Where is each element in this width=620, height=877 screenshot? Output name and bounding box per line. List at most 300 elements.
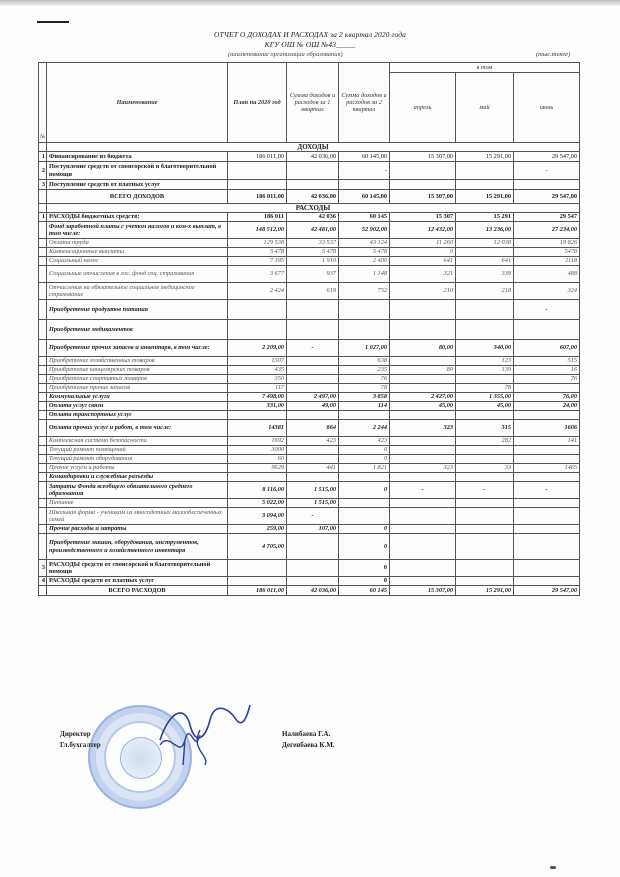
cell-q1 [287,384,339,393]
cell-may: 12 038 [456,239,514,248]
cell-may [456,473,514,482]
cell-june [514,508,580,525]
cell-april [390,320,456,340]
cell-april: 323 [390,464,456,473]
row-name: Поступление средств от платных услуг [47,180,228,190]
col-header-name: Наименование [47,63,228,143]
table-row [39,402,580,411]
cell-q1 [287,300,339,320]
row-number [39,283,47,300]
cell-plan: 3000 [228,446,287,455]
cell-q2 [339,320,390,340]
cell-may: 15 291,00 [456,586,514,596]
cell-q2: 638 [339,357,390,366]
table-row [39,473,580,482]
cell-april [390,375,456,384]
cell-q2: 2 400 [339,257,390,266]
cell-q2: - [339,162,390,180]
table-row [39,366,580,375]
row-number [39,455,47,464]
cell-q2: 1 027,00 [339,340,390,357]
cell-june: 24,00 [514,402,580,411]
report-title: ОТЧЕТ О ДОХОДАХ И РАСХОДАХ за 2 квартал 2020 года [213,30,407,39]
row-number [39,357,47,366]
row-name: Оплата труда [47,239,228,248]
cell-q1: 1 515,00 [287,499,339,508]
cell-june [514,560,580,577]
cell-plan [228,411,287,420]
cell-plan: 2 424 [228,283,287,300]
cell-june: 141 [514,437,580,446]
row-number [39,464,47,473]
cell-plan [228,473,287,482]
table-row [39,560,580,577]
cell-april: 2 427,00 [390,393,456,402]
cell-june: 607,00 [514,340,580,357]
row-number: 3 [39,180,47,190]
table-row [39,420,580,437]
col-header-q2: Сумма доходов и расходов за 2 квартал [339,63,390,143]
cell-plan: 3 094,00 [228,508,287,525]
cell-q2: 43 124 [339,239,390,248]
row-name: Социальный налог [47,257,228,266]
table-row [39,266,580,283]
cell-q1: 33 537 [287,239,339,248]
cell-may [456,499,514,508]
row-number [39,393,47,402]
row-number: 2 [39,162,47,180]
table-row [39,300,580,320]
cell-plan: 8 116,00 [228,482,287,499]
cell-plan: 259,00 [228,525,287,534]
director-name: Налибаева Г.А. [282,730,331,738]
cell-june [514,411,580,420]
cell-q1 [287,357,339,366]
cell-q2: 1 821 [339,464,390,473]
cell-plan: 350 [228,375,287,384]
cell-q2: 78 [339,384,390,393]
cell-q2: 0 [339,482,390,499]
col-header-may: май [456,73,514,143]
row-name: Комплексная система безопасности [47,437,228,446]
table-row [39,213,580,222]
row-name: ВСЕГО ДОХОДОВ [47,190,228,204]
row-number [39,411,47,420]
cell-q1 [287,534,339,560]
cell-plan: 5 478 [228,248,287,257]
cell-plan: 7 498,00 [228,393,287,402]
table-body [39,143,580,596]
cell-june: 5478 [514,248,580,257]
cell-plan [228,180,287,190]
row-name: Текущий ремонт оборудования [47,455,228,464]
row-number [39,366,47,375]
cell-q2: 0 [339,560,390,577]
director-label: Директор [60,730,91,738]
cell-may [456,508,514,525]
cell-june: 324 [514,283,580,300]
row-number [39,320,47,340]
cell-q2: 0 [339,446,390,455]
row-number [39,402,47,411]
row-number [39,300,47,320]
cell-april: 15 307,00 [390,152,456,162]
cell-april: 15 307 [390,213,456,222]
cell-q1: 2 497,00 [287,393,339,402]
cell-q2: 5 478 [339,248,390,257]
cell-q2: 52 902,00 [339,222,390,239]
cell-may [456,525,514,534]
cell-q1: 937 [287,266,339,283]
cell-april: 11 260 [390,239,456,248]
cell-may: 78 [456,384,514,393]
cell-april [390,446,456,455]
cell-april: - [390,482,456,499]
row-name: РАСХОДЫ средств от платных услуг [47,577,228,586]
table-row [39,340,580,357]
cell-plan: 186 011,00 [228,190,287,204]
cell-june: 1118 [514,257,580,266]
cell-q1 [287,455,339,464]
cell-april: 15 307,00 [390,190,456,204]
row-name: Приобретение прочих запасов [47,384,228,393]
table-row [39,222,580,239]
row-number [39,222,47,239]
cell-may [456,248,514,257]
cell-may: 123 [456,357,514,366]
cell-q1 [287,473,339,482]
cell-q2: 3 858 [339,393,390,402]
table-row [39,239,580,248]
cell-april [390,384,456,393]
table-row [39,455,580,464]
row-number [39,248,47,257]
cell-q1: 107,00 [287,525,339,534]
table-row [39,525,580,534]
cell-june [514,455,580,464]
row-name: Командировки и служебные разъезды [47,473,228,482]
cell-q2: 2 244 [339,420,390,437]
cell-june: - [514,300,580,320]
cell-q1: 1 515,00 [287,482,339,499]
row-name: Фонд заработной платы с учетом налогов и ком-х выплат, в том числе: [47,222,228,239]
table-row [39,577,580,586]
cell-june: 488 [514,266,580,283]
cell-q1 [287,577,339,586]
row-name: Отчисления на обязательное социальное медицинское страхование [47,283,228,300]
cell-q1 [287,375,339,384]
cell-april: 12 432,00 [390,222,456,239]
cell-april: 323 [390,420,456,437]
table-row [39,534,580,560]
row-number: 4 [39,577,47,586]
cell-q1 [287,162,339,180]
cell-june: - [514,162,580,180]
row-number: 1 [39,152,47,162]
cell-may: 282 [456,437,514,446]
cell-plan: 117 [228,384,287,393]
cell-q2: 60 145 [339,586,390,596]
cell-q2: 60 145 [339,213,390,222]
row-name: Оплата прочих услуг и работ, в том числе: [47,420,228,437]
row-name: Социальные отчисления в гос. фонд соц. страхования [47,266,228,283]
row-number [39,499,47,508]
cell-q2: 423 [339,437,390,446]
col-header-june: июнь [514,73,580,143]
cell-june: 76,00 [514,393,580,402]
table-row [39,499,580,508]
cell-june [514,473,580,482]
table-row [39,508,580,525]
cell-q1: 441 [287,464,339,473]
row-number [39,437,47,446]
cell-april [390,411,456,420]
organization-caption: (наименование организации образования) [228,51,343,58]
cell-april [390,525,456,534]
cell-plan: 331,00 [228,402,287,411]
cell-june: 29 547,00 [514,586,580,596]
cell-june [514,320,580,340]
cell-may [456,577,514,586]
organization-name: КГУ ОШ № ОШ №43_____ [264,40,356,49]
col-header-q1: Сумма доходов и расходов за 1 квартал [287,63,339,143]
table-row [39,162,580,180]
cell-june: 1465 [514,464,580,473]
cell-q2 [339,300,390,320]
section-expenses: РАСХОДЫ [47,204,580,213]
table-row [39,357,580,366]
row-name: Школьная форма - ученикам из многодетных малообеспеченных семей [47,508,228,525]
units-label: (тыс.тенге) [536,51,571,58]
row-number [39,420,47,437]
cell-may: 15 291 [456,213,514,222]
cell-june [514,577,580,586]
cell-plan: 4 705,00 [228,534,287,560]
cell-april: 15 307,00 [390,586,456,596]
row-number: 1 [39,213,47,222]
row-name: Питание [47,499,228,508]
cell-june: 515 [514,357,580,366]
cell-april [390,455,456,464]
cell-may: 33 [456,464,514,473]
cell-may: - [456,482,514,499]
cell-june: 1606 [514,420,580,437]
row-name: Приобретение спортивных товаров [47,375,228,384]
cell-q1: 42 036,00 [287,152,339,162]
col-header-no: № [39,63,47,143]
row-name: РАСХОДЫ бюджетных средств: [47,213,228,222]
cell-q2 [339,180,390,190]
corner-mark [37,21,69,23]
cell-june: 76 [514,375,580,384]
cell-plan [228,577,287,586]
cell-q1: 423 [287,437,339,446]
row-name: Оплата транспортных услуг [47,411,228,420]
cell-april [390,357,456,366]
cell-q2 [339,508,390,525]
table-row [39,393,580,402]
cell-april: 80,00 [390,340,456,357]
cell-plan: 1692 [228,437,287,446]
cell-june [514,534,580,560]
row-name: Прочие услуги и работы [47,464,228,473]
row-number [39,446,47,455]
cell-q1: 5 478 [287,248,339,257]
cell-plan: 7 395 [228,257,287,266]
cell-may: 45,00 [456,402,514,411]
table-row [39,464,580,473]
cell-june [514,499,580,508]
cell-q1: - [287,508,339,525]
cell-q2: 60 145,00 [339,152,390,162]
cell-q2 [339,473,390,482]
cell-q1 [287,446,339,455]
cell-q1: 1 910 [287,257,339,266]
row-name: РАСХОДЫ средств от спонсорской и благотворительной помощи [47,560,228,577]
row-name: Приобретение прочих запасов и инвентаря, в том числе: [47,340,228,357]
cell-april: 641 [390,257,456,266]
scan-edge [0,0,620,6]
cell-plan: 129 538 [228,239,287,248]
section-income: ДОХОДЫ [47,143,580,152]
cell-q1 [287,560,339,577]
table-row [39,446,580,455]
row-name: Компенсационные выплаты [47,248,228,257]
table-row [39,248,580,257]
row-name: Финансирование из бюджета [47,152,228,162]
table-row [39,283,580,300]
cell-may: 15 291,00 [456,152,514,162]
cell-q1: 42 036 [287,213,339,222]
cell-june: 27 234,00 [514,222,580,239]
cell-may [456,320,514,340]
cell-may: 218 [456,283,514,300]
row-number [39,340,47,357]
cell-q1: 42 481,00 [287,222,339,239]
cell-q1: 864 [287,420,339,437]
cell-april: 321 [390,266,456,283]
row-number [39,508,47,525]
table-row [39,411,580,420]
cell-q2 [339,411,390,420]
cell-q1: 42 036,00 [287,190,339,204]
cell-plan [228,560,287,577]
cell-june [514,384,580,393]
row-number [39,534,47,560]
row-number [39,473,47,482]
cell-may: 340,00 [456,340,514,357]
row-number [39,257,47,266]
col-header-april: апрель [390,73,456,143]
income-total-row [39,190,580,204]
expense-total-row [39,586,580,596]
row-name: Прочие расходы и затраты [47,525,228,534]
cell-june: - [514,482,580,499]
cell-april [390,162,456,180]
table-row [39,482,580,499]
cell-may [456,162,514,180]
cell-plan: 435 [228,366,287,375]
table-row [39,437,580,446]
cell-june: 19 826 [514,239,580,248]
row-name: Приобретение машин, оборудования, инструментов, производственного и хозяйственного инвентаря [47,534,228,560]
row-name: Приобретение медикаментов [47,320,228,340]
cell-april [390,499,456,508]
cell-may [456,300,514,320]
spacer-cell [39,204,47,213]
cell-q2: 235 [339,366,390,375]
cell-q1 [287,411,339,420]
cell-may [456,180,514,190]
row-number [39,266,47,283]
cell-q2: 114 [339,402,390,411]
row-name: Затраты Фонда всеобщего обязательного среднего образования [47,482,228,499]
cell-april: 80 [390,366,456,375]
row-name: Текущий ремонт помещений [47,446,228,455]
row-number: 3 [39,560,47,577]
cell-april [390,437,456,446]
table-row [39,320,580,340]
accountant-label: Гл.бухгалтер [60,741,101,749]
cell-plan: 186 011,00 [228,586,287,596]
table-row [39,152,580,162]
cell-may: 1 355,00 [456,393,514,402]
cell-april [390,180,456,190]
cell-plan [228,300,287,320]
cell-q2: 76 [339,375,390,384]
col-header-plan: План на 2020 год [228,63,287,143]
cell-june: 29 547,00 [514,190,580,204]
col-header-group: в том [390,63,580,73]
cell-june [514,525,580,534]
row-number [39,190,47,204]
cell-may: 339 [456,266,514,283]
cell-may: 15 291,00 [456,190,514,204]
row-name: Оплата услуг связи [47,402,228,411]
cell-q1: 42 036,00 [287,586,339,596]
table-row [39,180,580,190]
cell-may [456,560,514,577]
cell-q1 [287,366,339,375]
cell-april [390,300,456,320]
cell-q2 [339,499,390,508]
row-name: Приобретение канцелярских товаров [47,366,228,375]
row-number [39,586,47,596]
cell-april [390,577,456,586]
accountant-name: Дегенбаева К.М. [282,741,335,749]
table-row [39,257,580,266]
cell-q1: 619 [287,283,339,300]
cell-q1: 49,00 [287,402,339,411]
row-name: Приобретение продуктов питания [47,300,228,320]
cell-plan [228,320,287,340]
cell-may: 139 [456,366,514,375]
cell-april: 0 [390,248,456,257]
row-number [39,525,47,534]
cell-plan: 186 011,00 [228,152,287,162]
cell-q2: 752 [339,283,390,300]
row-number [39,239,47,248]
cell-april: 210 [390,283,456,300]
cell-q1 [287,320,339,340]
cell-plan [228,162,287,180]
cell-june [514,446,580,455]
income-expense-table [38,62,580,596]
cell-plan: 9629 [228,464,287,473]
cell-q1: - [287,340,339,357]
cell-may [456,455,514,464]
row-name: Поступление средств от спонсорской и благотворительной помощи [47,162,228,180]
